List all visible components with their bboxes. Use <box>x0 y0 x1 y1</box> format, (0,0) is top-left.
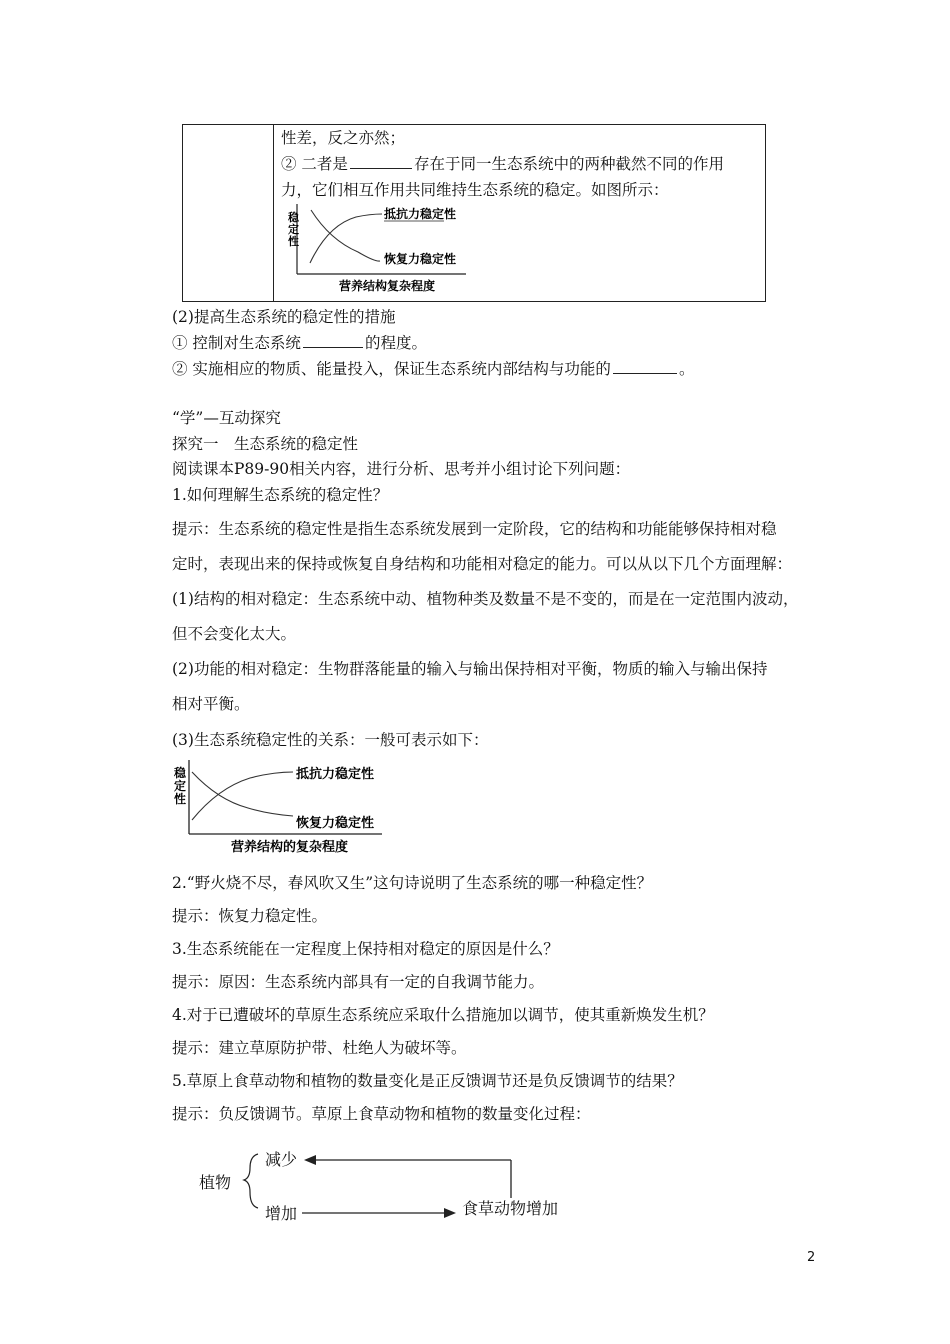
q4-question: 4.对于已遭破坏的草原生态系统应采取什么措施加以调节，使其重新焕发生机？ <box>172 1006 714 1024</box>
q1-point-2-line-1: (2)功能的相对稳定：生物群落能量的输入与输出保持相对平衡，物质的输入与输出保持 <box>172 660 768 678</box>
fill-blank[interactable] <box>350 167 412 169</box>
chart1-xlabel: 营养结构复杂程度 <box>339 279 436 293</box>
fill-blank[interactable] <box>613 372 677 374</box>
chart1-series-top: 抵抗力稳定性 <box>384 207 457 221</box>
measures-item-1 <box>172 331 427 353</box>
q5-question: 5.草原上食草动物和植物的数量变化是正反馈调节还是负反馈调节的结果？ <box>172 1072 683 1090</box>
diagram-increase: 增加 <box>265 1204 298 1223</box>
table-line-2 <box>281 152 724 174</box>
chart1-series-bottom: 恢复力稳定性 <box>384 252 457 266</box>
table-divider <box>273 125 274 301</box>
section-heading: “学”—互动探究 <box>172 409 281 427</box>
feedback-diagram-arrows <box>240 1140 530 1230</box>
brace-icon <box>244 1154 258 1208</box>
diagram-plant: 植物 <box>199 1173 232 1192</box>
table-line-2-post: 存在于同一生态系统中的两种截然不同的作用 <box>413 155 724 173</box>
measures-item-1-pre: ① 控制对生态系统 <box>172 334 301 352</box>
q4-hint: 提示：建立草原防护带、杜绝人为破坏等。 <box>172 1039 467 1057</box>
chart1-resistance-curve <box>310 214 382 263</box>
q1-hint-line-1: 提示：生态系统的稳定性是指生态系统发展到一定阶段，它的结构和功能能够保持相对稳 <box>172 520 777 538</box>
measures-item-1-post: 的程度。 <box>364 334 427 352</box>
q1-hint-line-2: 定时，表现出来的保持或恢复自身结构和功能相对稳定的能力。可以从以下几个方面理解： <box>172 555 793 573</box>
chart1-resilience-curve <box>311 210 380 261</box>
chart2-ylabel-2: 定 <box>174 779 187 793</box>
stability-chart-1 <box>280 200 480 296</box>
measures-title: (2)提高生态系统的稳定性的措施 <box>172 308 396 326</box>
chart2-series-bottom: 恢复力稳定性 <box>296 816 375 831</box>
section-intro: 阅读课本P89-90相关内容，进行分析、思考并小组讨论下列问题： <box>172 460 631 478</box>
q5-hint: 提示：负反馈调节。草原上食草动物和植物的数量变化过程： <box>172 1105 591 1123</box>
diagram-decrease: 减少 <box>265 1150 298 1169</box>
q1-question: 1.如何理解生态系统的稳定性？ <box>172 486 389 504</box>
page-number: 2 <box>807 1250 816 1265</box>
chart2-resistance-curve <box>192 772 293 820</box>
q2-question: 2.“野火烧不尽，春风吹又生”这句诗说明了生态系统的哪一种稳定性？ <box>172 874 653 892</box>
q2-hint: 提示：恢复力稳定性。 <box>172 907 328 925</box>
table-line-1: 性差，反之亦然； <box>281 129 406 147</box>
chart1-ylabel-1: 稳 <box>288 211 299 224</box>
chart1-ylabel-2: 定 <box>288 223 299 236</box>
stability-chart-2 <box>168 758 398 858</box>
section-sub-heading: 探究一 生态系统的稳定性 <box>172 435 359 453</box>
chart2-resilience-curve <box>192 772 293 816</box>
chart1-ylabel-3: 性 <box>288 235 299 248</box>
q1-point-2-line-2: 相对平衡。 <box>172 695 250 713</box>
arrow-left-icon <box>304 1155 316 1165</box>
q1-point-1-line-2: 但不会变化太大。 <box>172 625 297 643</box>
q3-question: 3.生态系统能在一定程度上保持相对稳定的原因是什么？ <box>172 940 559 958</box>
arrow-right-icon <box>444 1208 456 1218</box>
q1-point-1-line-1: (1)结构的相对稳定：生态系统中动、植物种类及数量不是不变的，而是在一定范围内波动， <box>172 590 799 608</box>
table-line-2-pre: ② 二者是 <box>281 155 348 173</box>
table-line-3: 力，它们相互作用共同维持生态系统的稳定。如图所示： <box>281 181 669 199</box>
measures-item-2-post: 。 <box>678 360 695 378</box>
measures-item-2-pre: ② 实施相应的物质、能量投入，保证生态系统内部结构与功能的 <box>172 360 611 378</box>
chart2-ylabel-1: 稳 <box>174 766 187 780</box>
chart2-ylabel-3: 性 <box>174 792 187 806</box>
chart2-xlabel: 营养结构的复杂程度 <box>231 840 349 855</box>
diagram-herbivore-increase: 食草动物增加 <box>462 1199 559 1218</box>
q1-point-3: (3)生态系统稳定性的关系：一般可表示如下： <box>172 731 489 749</box>
chart2-series-top: 抵抗力稳定性 <box>296 767 375 782</box>
measures-item-2 <box>172 357 694 379</box>
q3-hint: 提示：原因：生态系统内部具有一定的自我调节能力。 <box>172 973 545 991</box>
fill-blank[interactable] <box>303 346 363 348</box>
